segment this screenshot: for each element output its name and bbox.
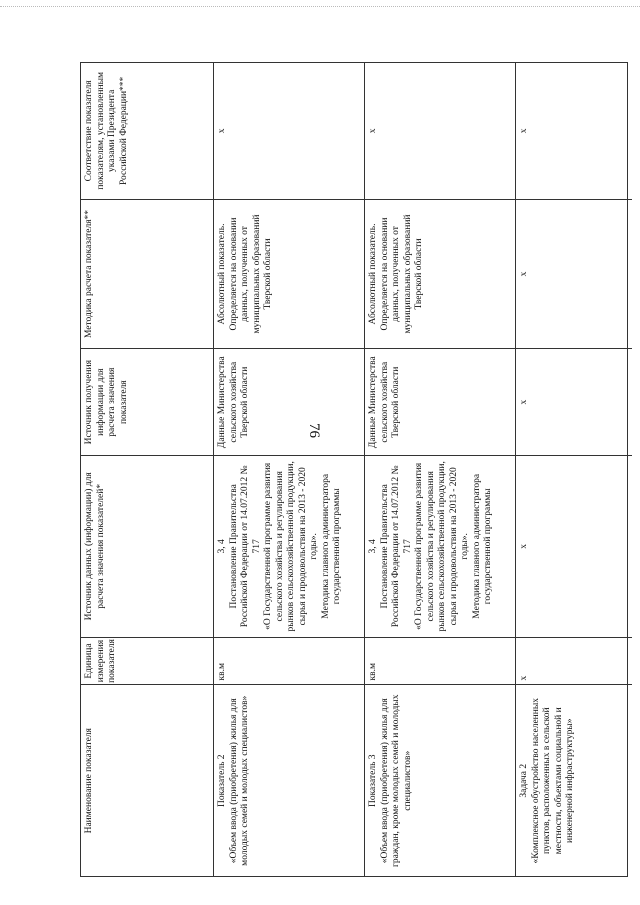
source-program: «О Государственной программе развития сельского хозяйства и регулирования рынков сельскохозяйственной продукции, сырья и продовольствия на 2013 - 2020 годы». <box>414 461 470 632</box>
indicators-table <box>80 62 628 877</box>
indicator-title: Показатель 3 <box>368 754 378 808</box>
data-source-cell <box>365 455 515 637</box>
table-row <box>214 63 365 876</box>
source-methodology: Методика главного администратора государственной программы <box>320 473 342 619</box>
indicator-description: «Объем ввода (приобретения) жилья для граждан, кроме молодых семей и молодых специалистов» <box>379 694 413 868</box>
compliance-cell: х <box>368 128 378 134</box>
data-source-cell: х <box>516 455 632 637</box>
indicator-name-cell <box>214 684 364 876</box>
table-header-row <box>81 63 214 876</box>
source-program: «О Государственной программе развития сельского хозяйства и регулирования рынков сельскохозяйственной продукции, сырья и продовольствия на 2013 - 2020 годы». <box>263 461 319 632</box>
task-title: Задача 2 <box>519 763 529 798</box>
unit-cell: кв.м <box>214 637 364 685</box>
table-wrapper <box>80 62 628 877</box>
data-source-cell <box>214 455 364 637</box>
indicator-title: Показатель 2 <box>217 754 227 808</box>
unit-cell: кв.м <box>365 637 515 685</box>
header-info-origin: Источник получения информации для расчета значения показателя <box>81 348 213 455</box>
page-number: 76 <box>306 423 322 438</box>
indicator-description: «Объем ввода (приобретения) жилья для молодых семей и молодых специалистов» <box>228 695 250 866</box>
source-methodology: Методика главного администратора государственной программы <box>471 473 493 619</box>
header-unit: Единица измерения показателя <box>81 637 213 685</box>
table-row <box>365 63 516 876</box>
scan-artifact-line <box>0 6 640 9</box>
task-description: «Комплексное обустройство населенных пунктов, расположенных в сельской местности, объектами социальной и инженерной инфраструктуры» <box>530 698 575 864</box>
header-indicator-name: Наименование показателя <box>81 684 213 876</box>
method-cell: Абсолютный показатель. Определяется на основании данных, полученных от муниципальных образований Тверской области <box>365 199 515 349</box>
task-name-cell <box>516 684 632 876</box>
table-row <box>516 63 632 876</box>
header-compliance: Соответствие показателя показателям, установленным указами Президента Российской Федерации*** <box>84 72 129 190</box>
source-ref: 3, 4 <box>368 539 378 554</box>
compliance-cell: х <box>217 128 227 134</box>
info-origin-cell: Данные Министерства сельского хозяйства Тверской области <box>365 348 515 455</box>
source-decree: Постановление Правительства Российской Федерации от 14.07.2012 № 717 <box>379 465 413 628</box>
method-cell: х <box>516 199 632 349</box>
source-decree: Постановление Правительства Российской Федерации от 14.07.2012 № 717 <box>228 465 262 628</box>
info-origin-cell: Данные Министерства сельского хозяйства Тверской области <box>214 348 364 455</box>
indicator-name-cell <box>365 684 515 876</box>
method-cell: Абсолютный показатель. Определяется на основании данных, полученных от муниципальных образований Тверской области <box>214 199 364 349</box>
header-data-source: Источник данных (информации) для расчета значения показателей* <box>81 455 213 637</box>
info-origin-cell: х <box>516 348 632 455</box>
header-method: Методика расчета показателя** <box>81 199 213 349</box>
unit-cell: х <box>516 637 632 685</box>
compliance-cell: х <box>519 128 529 134</box>
source-ref: 3, 4 <box>217 539 227 554</box>
